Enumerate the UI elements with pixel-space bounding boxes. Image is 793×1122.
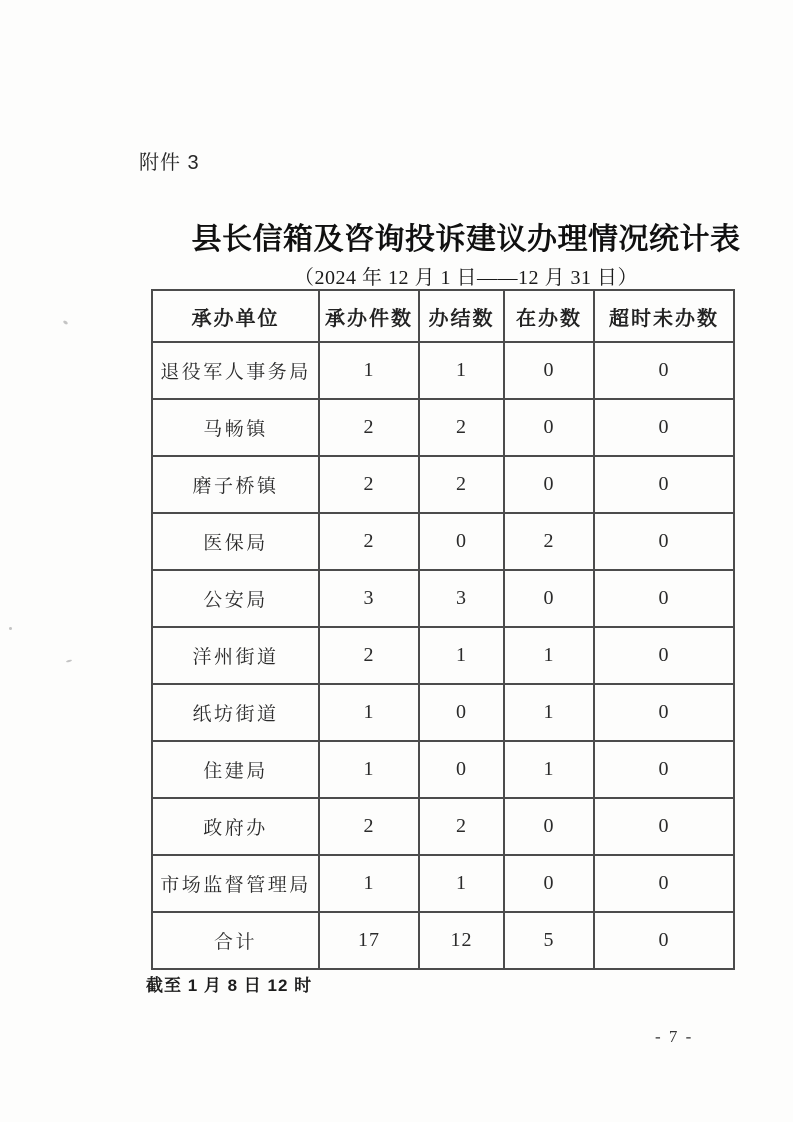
count-value-cell: 1: [504, 684, 594, 741]
table-header-row: [152, 290, 734, 342]
unit-name-cell: 市场监督管理局: [152, 855, 319, 912]
table-row: [152, 513, 734, 570]
table-row: [152, 798, 734, 855]
count-value-cell: 2: [319, 513, 419, 570]
table-total-row: [152, 912, 734, 969]
unit-name-cell: 磨子桥镇: [152, 456, 319, 513]
unit-name-cell: 医保局: [152, 513, 319, 570]
count-value-cell: 1: [419, 855, 504, 912]
unit-name-cell: 合计: [152, 912, 319, 969]
count-value-cell: 0: [504, 855, 594, 912]
count-value-cell: 0: [594, 513, 734, 570]
table-row: [152, 570, 734, 627]
count-value-cell: 1: [319, 741, 419, 798]
table-row: [152, 342, 734, 399]
count-value-cell: 0: [504, 570, 594, 627]
count-value-cell: 0: [504, 399, 594, 456]
unit-name-cell: 住建局: [152, 741, 319, 798]
count-value-cell: 2: [319, 627, 419, 684]
count-value-cell: 1: [319, 342, 419, 399]
count-value-cell: 2: [319, 798, 419, 855]
count-value-cell: 1: [319, 684, 419, 741]
scan-speck: [66, 659, 72, 662]
count-value-cell: 0: [594, 342, 734, 399]
count-value-cell: 0: [594, 456, 734, 513]
header-cell-completed: 办结数: [419, 290, 504, 342]
statistics-table: [151, 289, 735, 970]
count-value-cell: 0: [594, 684, 734, 741]
unit-name-cell: 政府办: [152, 798, 319, 855]
table-row: [152, 855, 734, 912]
count-value-cell: 0: [504, 456, 594, 513]
count-value-cell: 0: [594, 855, 734, 912]
count-value-cell: 2: [319, 399, 419, 456]
unit-name-cell: 退役军人事务局: [152, 342, 319, 399]
count-value-cell: 0: [594, 741, 734, 798]
count-value-cell: 2: [319, 456, 419, 513]
table-row: [152, 627, 734, 684]
count-value-cell: 5: [504, 912, 594, 969]
count-value-cell: 1: [504, 627, 594, 684]
unit-name-cell: 洋州街道: [152, 627, 319, 684]
header-cell-in-progress: 在办数: [504, 290, 594, 342]
count-value-cell: 0: [504, 342, 594, 399]
table-row: [152, 399, 734, 456]
count-value-cell: 1: [504, 741, 594, 798]
date-range-subtitle: （2024 年 12 月 1 日——12 月 31 日）: [294, 267, 638, 289]
count-value-cell: 2: [419, 399, 504, 456]
count-value-cell: 17: [319, 912, 419, 969]
count-value-cell: 2: [419, 798, 504, 855]
count-value-cell: 0: [504, 798, 594, 855]
header-cell-overdue: 超时未办数: [594, 290, 734, 342]
count-value-cell: 2: [504, 513, 594, 570]
count-value-cell: 3: [419, 570, 504, 627]
count-value-cell: 1: [319, 855, 419, 912]
page-number: - 7 -: [655, 1027, 694, 1046]
scan-speck: [63, 320, 69, 325]
table-row: [152, 684, 734, 741]
count-value-cell: 3: [319, 570, 419, 627]
unit-name-cell: 公安局: [152, 570, 319, 627]
count-value-cell: 0: [419, 741, 504, 798]
count-value-cell: 0: [594, 912, 734, 969]
count-value-cell: 0: [594, 399, 734, 456]
count-value-cell: 0: [419, 684, 504, 741]
document-title: 县长信箱及咨询投诉建议办理情况统计表: [191, 223, 741, 256]
count-value-cell: 0: [594, 627, 734, 684]
count-value-cell: 0: [419, 513, 504, 570]
header-cell-received: 承办件数: [319, 290, 419, 342]
table-row: [152, 741, 734, 798]
count-value-cell: 1: [419, 627, 504, 684]
footer-note: 截至 1 月 8 日 12 时: [146, 976, 313, 995]
count-value-cell: 0: [594, 798, 734, 855]
scan-speck: [9, 627, 12, 630]
unit-name-cell: 马畅镇: [152, 399, 319, 456]
unit-name-cell: 纸坊街道: [152, 684, 319, 741]
count-value-cell: 0: [594, 570, 734, 627]
header-cell-unit: 承办单位: [152, 290, 319, 342]
attachment-label: 附件 3: [139, 152, 200, 174]
table-row: [152, 456, 734, 513]
count-value-cell: 2: [419, 456, 504, 513]
count-value-cell: 1: [419, 342, 504, 399]
count-value-cell: 12: [419, 912, 504, 969]
